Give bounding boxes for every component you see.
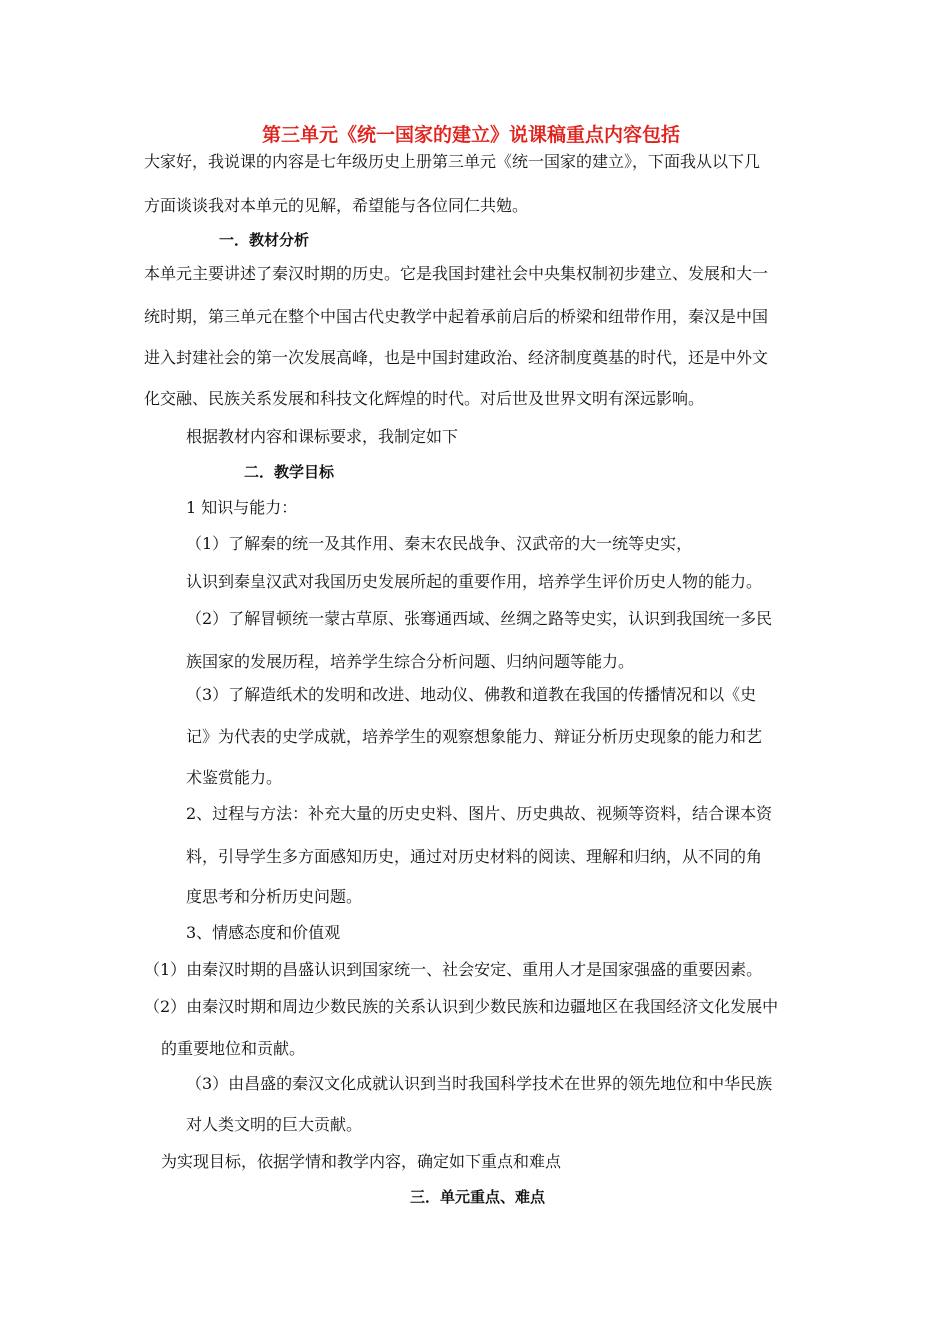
subheading: 1 知识与能力：	[186, 498, 298, 517]
paragraph-line: （3）了解造纸术的发明和改进、地动仪、佛教和道教在我国的传播情况和以《史	[186, 685, 757, 704]
paragraph-line: 对人类文明的巨大贡献。	[186, 1115, 363, 1134]
paragraph-line: 化交融、民族关系发展和科技文化辉煌的时代。对后世及世界文明有深远影响。	[144, 389, 705, 408]
paragraph-line: 2、过程与方法：补充大量的历史史料、图片、历史典故、视频等资料，结合课本资	[186, 804, 773, 823]
paragraph-line: 的重要地位和贡献。	[161, 1039, 306, 1058]
paragraph-line: 料，引导学生多方面感知历史，通过对历史材料的阅读、理解和归纳，从不同的角	[186, 847, 763, 866]
paragraph-line: （3）由昌盛的秦汉文化成就认识到当时我国科学技术在世界的领先地位和中华民族	[186, 1074, 773, 1093]
paragraph-line: 度思考和分析历史问题。	[186, 887, 363, 906]
paragraph-line: （1）由秦汉时期的昌盛认识到国家统一、社会安定、重用人才是国家强盛的重要因素。	[144, 960, 763, 979]
paragraph-line: 认识到秦皇汉武对我国历史发展所起的重要作用，培养学生评价历史人物的能力。	[186, 572, 763, 591]
section-heading-1: 一．教材分析	[219, 231, 310, 249]
paragraph-line: （2）由秦汉时期和周边少数民族的关系认识到少数民族和边疆地区在我国经济文化发展中	[144, 997, 779, 1016]
paragraph-line: 族国家的发展历程，培养学生综合分析问题、归纳问题等能力。	[186, 652, 635, 671]
intro-line-1: 大家好，我说课的内容是七年级历史上册第三单元《统一国家的建立》，下面我从以下几	[144, 152, 761, 171]
page-title: 第三单元《统一国家的建立》说课稿重点内容包括	[262, 124, 681, 146]
paragraph-line: （1）了解秦的统一及其作用、秦末农民战争、汉武帝的大一统等史实，	[186, 534, 693, 553]
section-heading-3: 三．单元重点、难点	[410, 1188, 546, 1206]
paragraph-line: 本单元主要讲述了秦汉时期的历史。它是我国封建社会中央集权制初步建立、发展和大一	[144, 264, 769, 283]
paragraph-line: 为实现目标，依据学情和教学内容，确定如下重点和难点	[161, 1152, 562, 1171]
paragraph-line: 记》为代表的史学成就，培养学生的观察想象能力、辩证分析历史现象的能力和艺	[186, 727, 763, 746]
paragraph-line: 根据教材内容和课标要求，我制定如下	[186, 427, 459, 446]
paragraph-line: 进入封建社会的第一次发展高峰，也是中国封建政治、经济制度奠基的时代，还是中外文	[144, 348, 769, 367]
paragraph-line: 统时期，第三单元在整个中国古代史教学中起着承前启后的桥梁和纽带作用，秦汉是中国	[144, 307, 769, 326]
section-heading-2: 二．教学目标	[244, 463, 335, 481]
subheading: 3、情感态度和价值观	[186, 923, 341, 942]
paragraph-line: （2）了解冒顿统一蒙古草原、张骞通西域、丝绸之路等史实，认识到我国统一多民	[186, 609, 773, 628]
paragraph-line: 术鉴赏能力。	[186, 768, 283, 787]
intro-line-2: 方面谈谈我对本单元的见解，希望能与各位同仁共勉。	[144, 196, 529, 215]
